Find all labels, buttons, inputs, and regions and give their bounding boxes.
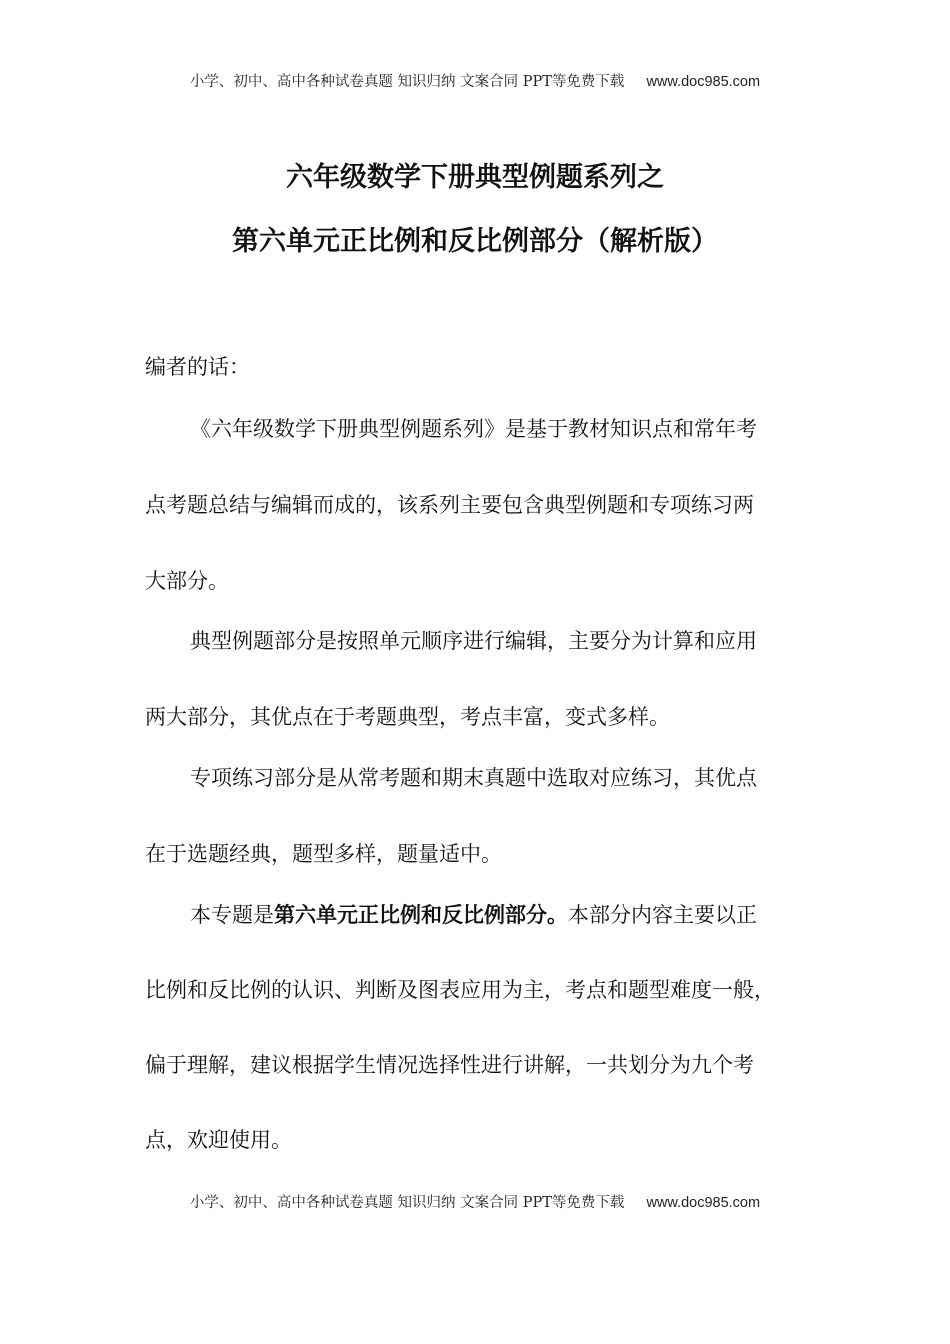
- paragraph-4-line-1: [190, 899, 805, 929]
- paragraph-2-line-2: 两大部分，其优点在于考题典型，考点丰富，变式多样。: [145, 705, 670, 729]
- paragraph-1-line-3: 大部分。: [145, 569, 229, 593]
- paragraph-4-line-2: 比例和反比例的认识、判断及图表应用为主，考点和题型难度一般，: [145, 978, 775, 1002]
- paragraph-4-bold-topic: 第六单元正比例和反比例部分。: [274, 903, 568, 927]
- paragraph-1-line-2: 点考题总结与编辑而成的，该系列主要包含典型例题和专项练习两: [145, 493, 754, 517]
- paragraph-3-line-1: 专项练习部分是从常考题和期末真题中选取对应练习，其优点: [190, 766, 757, 790]
- paragraph-4-prefix: 本专题是: [190, 903, 274, 927]
- footer-url-link[interactable]: www.doc985.com: [646, 1195, 761, 1211]
- paragraph-2-line-1: 典型例题部分是按照单元顺序进行编辑，主要分为计算和应用: [190, 629, 757, 653]
- paragraph-4-line-3: 偏于理解，建议根据学生情况选择性进行讲解，一共划分为九个考: [145, 1053, 754, 1077]
- page-footer: [0, 1191, 950, 1212]
- header-url-link[interactable]: www.doc985.com: [646, 74, 761, 90]
- paragraph-1-line-1: 《六年级数学下册典型例题系列》是基于教材知识点和常年考: [190, 417, 757, 441]
- footer-text: 小学、初中、高中各种试卷真题 知识归纳 文案合同 PPT等免费下载: [189, 1195, 625, 1211]
- document-title-line-1: 六年级数学下册典型例题系列之: [286, 162, 664, 193]
- paragraph-3-line-2: 在于选题经典，题型多样，题量适中。: [145, 842, 502, 866]
- page-header: [0, 70, 950, 91]
- paragraph-4-line-4: 点，欢迎使用。: [145, 1128, 292, 1152]
- paragraph-4-suffix: 本部分内容主要以正: [568, 903, 757, 927]
- header-text: 小学、初中、高中各种试卷真题 知识归纳 文案合同 PPT等免费下载: [189, 74, 625, 90]
- document-title-line-2: 第六单元正比例和反比例部分（解析版）: [232, 226, 718, 257]
- editor-note-label: 编者的话：: [145, 355, 250, 379]
